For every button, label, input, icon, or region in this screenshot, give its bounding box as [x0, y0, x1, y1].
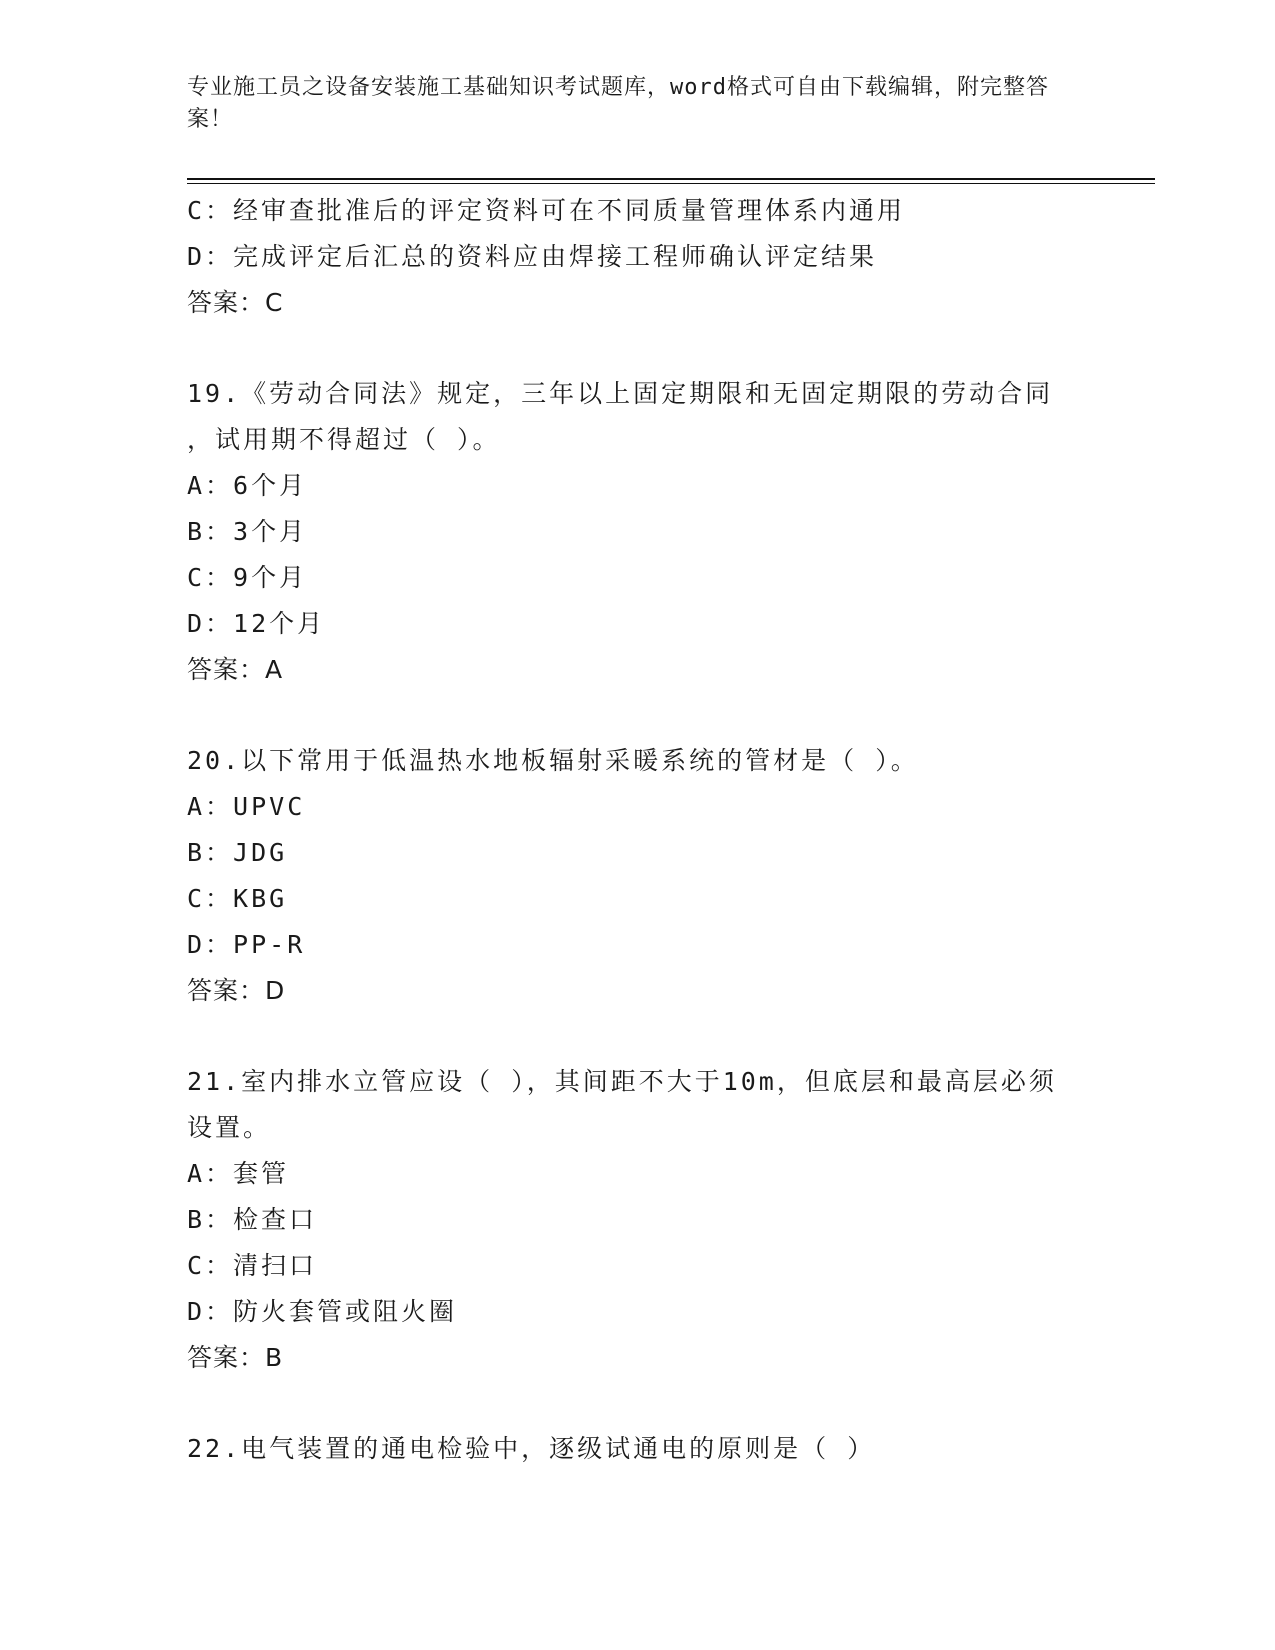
question-stem: 设置。: [187, 1113, 272, 1142]
answer-line: 答案：C: [187, 288, 284, 317]
option-b: B：3个月: [187, 517, 308, 546]
answer-line: 答案：B: [187, 1343, 284, 1372]
question-stem: 19.《劳动合同法》规定，三年以上固定期限和无固定期限的劳动合同: [187, 379, 1054, 408]
option-d: D：完成评定后汇总的资料应由焊接工程师确认评定结果: [187, 242, 878, 271]
option-c: C：KBG: [187, 884, 288, 913]
option-d: D：防火套管或阻火圈: [187, 1297, 458, 1326]
option-a: A：6个月: [187, 471, 308, 500]
question-22: [187, 1426, 1087, 1472]
option-d: D：12个月: [187, 609, 326, 638]
option-c: C：9个月: [187, 563, 308, 592]
question-21: [187, 1059, 1087, 1381]
option-a: A：套管: [187, 1159, 290, 1188]
answer-line: 答案：A: [187, 655, 284, 684]
answer-line: 答案：D: [187, 976, 286, 1005]
question-stem: 22.电气装置的通电检验中，逐级试通电的原则是（ ）: [187, 1434, 876, 1463]
header-divider: [187, 178, 1155, 180]
page-header: [187, 72, 1067, 136]
option-a: A：UPVC: [187, 792, 306, 821]
question-stem: 21.室内排水立管应设（ ），其间距不大于10m，但底层和最高层必须: [187, 1067, 1057, 1096]
option-b: B：JDG: [187, 838, 288, 867]
header-divider-thin: [187, 183, 1155, 184]
option-d: D：PP-R: [187, 930, 306, 959]
question-stem: ，试用期不得超过（ ）。: [187, 425, 501, 454]
question-19: [187, 371, 1087, 693]
question-20: [187, 738, 1087, 1014]
header-title: 专业施工员之设备安装施工基础知识考试题库，word格式可自由下载编辑，附完整答案！: [187, 75, 1049, 132]
question-list: [187, 188, 1087, 1472]
option-c: C：清扫口: [187, 1251, 318, 1280]
option-b: B：检查口: [187, 1205, 318, 1234]
question-stem: 20.以下常用于低温热水地板辐射采暖系统的管材是（ ）。: [187, 746, 919, 775]
option-c: C：经审查批准后的评定资料可在不同质量管理体系内通用: [187, 196, 906, 225]
